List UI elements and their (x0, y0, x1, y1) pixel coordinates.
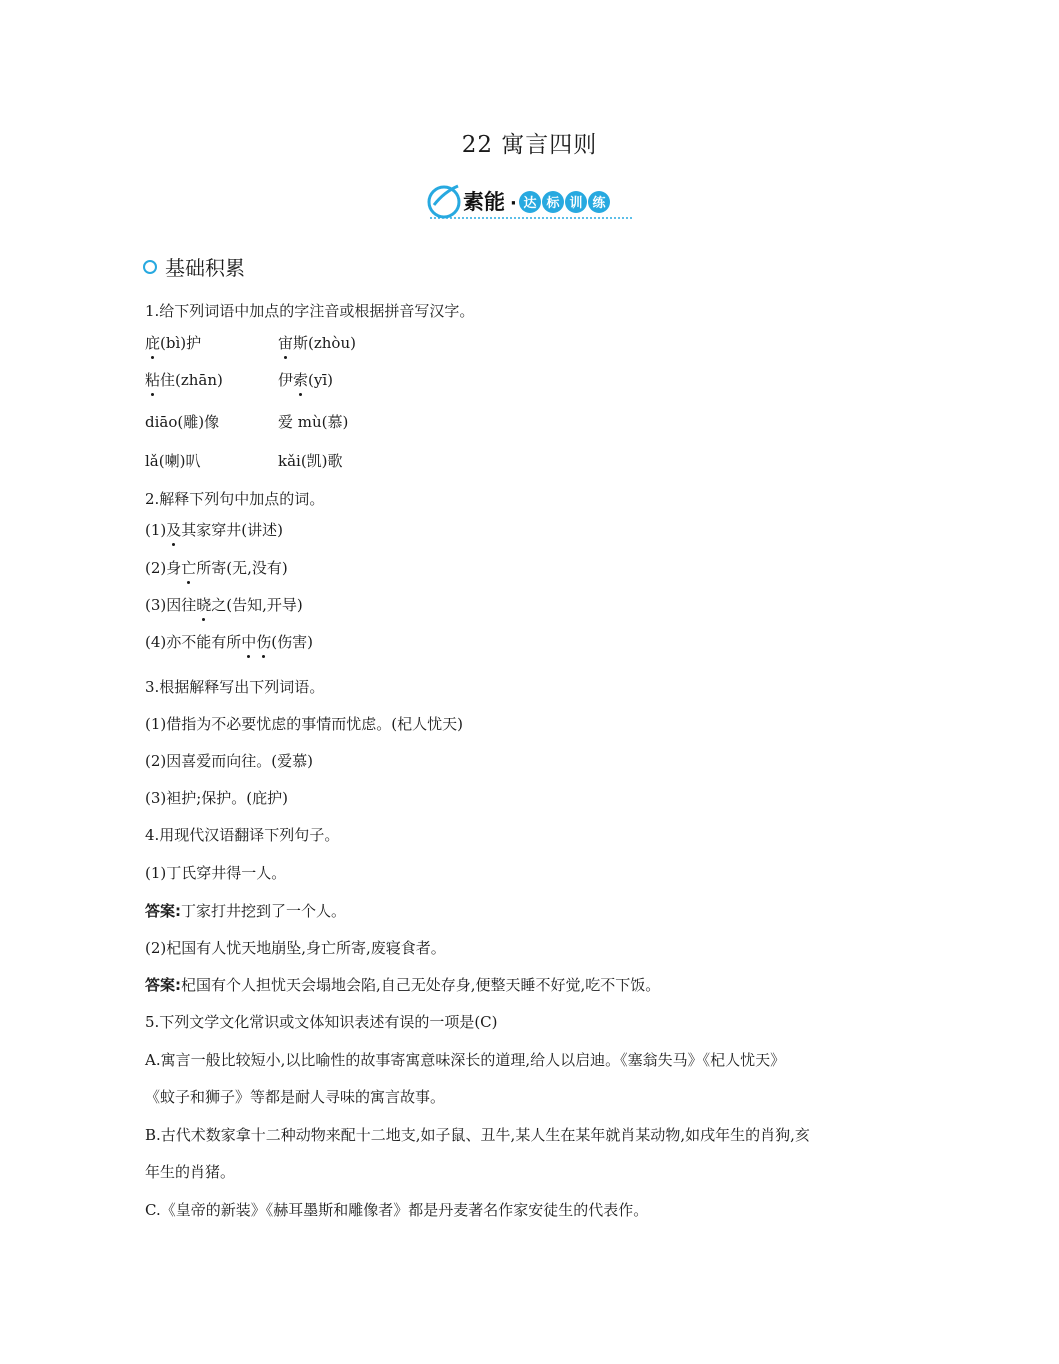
q4-item1: (1)丁氏穿井得一人。 (145, 864, 287, 882)
q5-option-a: A.寓言一般比较短小,以比喻性的故事寄寓意味深长的道理,给人以启迪。《塞翁失马》《杞人忧天》 (145, 1051, 786, 1069)
q2-item4: (4)亦不能有所中伤(伤害) (145, 633, 313, 651)
q5-option-b: B.古代术数家拿十二种动物来配十二地支,如子鼠、丑牛,某人生在某年就肖某动物,如戌年生的肖狗,亥 (145, 1126, 810, 1144)
q5-option-a-cont: 《蚊子和狮子》等都是耐人寻味的寓言故事。 (145, 1088, 446, 1106)
banner-tag-3 (588, 191, 610, 213)
q4-item2: (2)杞国有人忧天地崩坠,身亡所寄,废寝食者。 (145, 939, 446, 957)
q1-row2-b: 伊索(yī) (278, 371, 334, 389)
q1-row2-a: 粘住(zhān) (145, 371, 223, 389)
q3-item3: (3)袒护;保护。(庇护) (145, 789, 289, 807)
swirl-icon (429, 187, 459, 217)
banner-main: 素能 (463, 190, 505, 214)
banner-sep: · (510, 193, 517, 214)
svg-text:标: 标 (546, 196, 560, 211)
banner-logo (424, 178, 639, 222)
q1-row1-b: 宙斯(zhòu) (278, 334, 356, 352)
banner-tag-0 (519, 191, 541, 213)
page-title: 22 寓言四则 (461, 132, 598, 158)
svg-text:训: 训 (569, 196, 583, 211)
q1-row1-a: 庇(bì)护 (145, 334, 202, 352)
q2-item3: (3)因往晓之(告知,开导) (145, 596, 303, 614)
q1-row3-a: diāo(雕)像 (145, 413, 220, 431)
q1-row3-b: 爱 mù(慕) (278, 413, 349, 431)
q4-answer2: 答案:杞国有个人担忧天会塌地会陷,自己无处存身,便整天睡不好觉,吃不下饭。 (145, 976, 661, 994)
q5-option-c: C.《皇帝的新装》《赫耳墨斯和雕像者》都是丹麦著名作家安徒生的代表作。 (145, 1201, 649, 1219)
q4-stem: 4.用现代汉语翻译下列句子。 (145, 826, 340, 844)
q4-answer1: 答案:丁家打井挖到了一个人。 (145, 902, 347, 920)
q3-item2: (2)因喜爱而向往。(爱慕) (145, 752, 313, 770)
q2-item1: (1)及其家穿井(讲述) (145, 521, 283, 539)
q2-item2: (2)身亡所寄(无,没有) (145, 559, 288, 577)
section-heading (143, 252, 245, 281)
q1-stem: 1.给下列词语中加点的字注音或根据拼音写汉字。 (145, 302, 475, 320)
q1-row4-b: kǎi(凯)歌 (278, 452, 343, 470)
q5-stem: 5.下列文学文化常识或文体知识表述有误的一项是(C) (145, 1013, 498, 1031)
q3-item1: (1)借指为不必要忧虑的事情而忧虑。(杞人忧天) (145, 715, 463, 733)
svg-text:练: 练 (592, 196, 606, 211)
q1-row4-a: lǎ(喇)叭 (145, 452, 201, 470)
circle-bullet-icon (143, 260, 157, 274)
section-title: 基础积累 (165, 256, 245, 280)
q2-stem: 2.解释下列句中加点的词。 (145, 490, 325, 508)
q5-option-b-cont: 年生的肖猪。 (145, 1163, 236, 1181)
q3-stem: 3.根据解释写出下列词语。 (145, 678, 325, 696)
banner-tag-1 (542, 191, 564, 213)
banner-tag-2 (565, 191, 587, 213)
svg-text:达: 达 (523, 196, 537, 211)
